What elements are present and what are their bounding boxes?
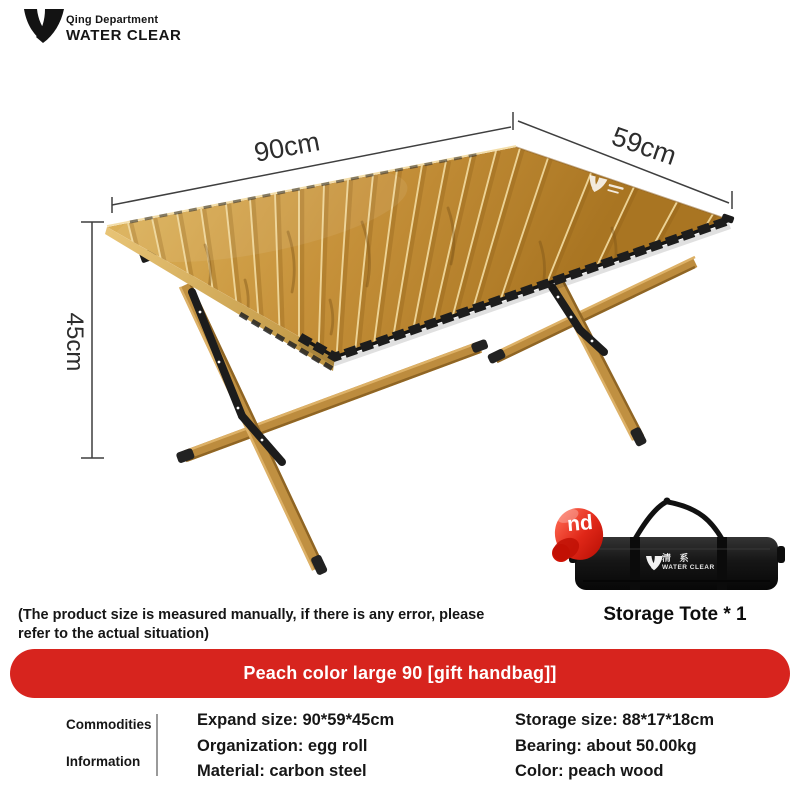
disclaimer-line-2: refer to the actual situation) — [18, 626, 209, 642]
variant-banner: Peach color large 90 [gift handbag]] — [10, 649, 790, 698]
bag-logo-text-en: WATER CLEAR — [662, 564, 715, 571]
badge-text: nd — [566, 510, 594, 537]
brand-name-small: Qing Department — [66, 14, 159, 26]
dimension-label-width: 90cm — [251, 126, 323, 168]
brand-name-large: WATER CLEAR — [66, 27, 182, 44]
disclaimer-line-1: (The product size is measured manually, if there is any error, please — [18, 607, 485, 623]
spec-storage-size: Storage size: 88*17*18cm — [515, 711, 715, 729]
storage-tote-caption: Storage Tote * 1 — [603, 604, 747, 625]
dimension-label-depth: 59cm — [608, 121, 681, 171]
spec-section-label-1: Commodities — [66, 717, 152, 732]
spec-organization: Organization: egg roll — [197, 737, 368, 755]
spec-section-label-2: Information — [66, 754, 141, 769]
spec-bearing: Bearing: about 50.00kg — [515, 737, 697, 755]
spec-expand-size: Expand size: 90*59*45cm — [197, 711, 395, 729]
leg-foot-cap — [175, 448, 195, 464]
bag-logo-text-cn: 清 系 — [662, 553, 692, 563]
spec-color: Color: peach wood — [515, 762, 664, 780]
spec-material: Material: carbon steel — [197, 762, 367, 780]
brand-logo-icon — [24, 9, 66, 46]
dimension-label-height: 45cm — [61, 312, 88, 372]
leg-foot-cap — [470, 339, 488, 354]
disclaimer — [18, 606, 538, 644]
spec-divider — [156, 714, 158, 776]
bag-handles — [635, 502, 722, 539]
